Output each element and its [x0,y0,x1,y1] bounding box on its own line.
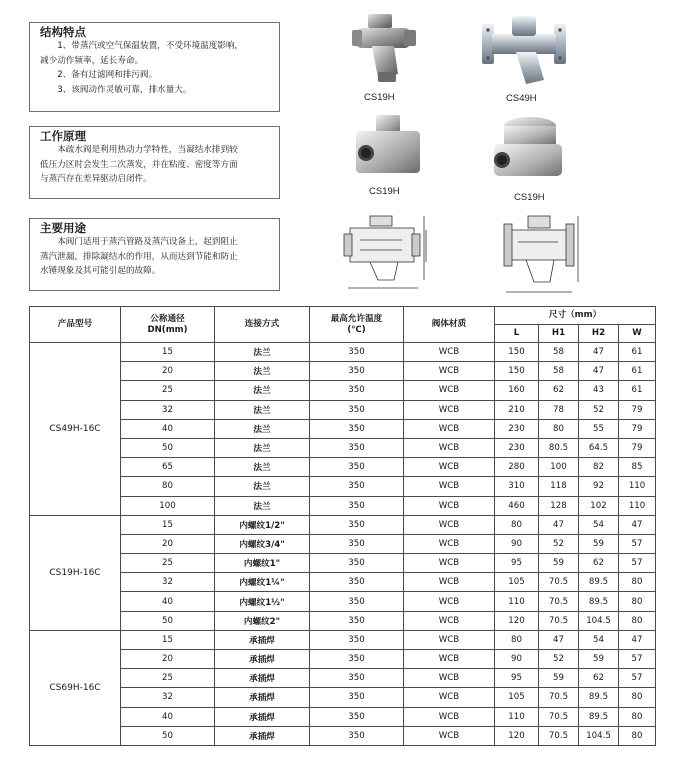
table-row [30,650,656,669]
connection-cell: 法兰 [215,438,310,457]
w-cell: 79 [619,419,656,438]
table-row [30,477,656,496]
table-row [30,438,656,457]
h1-cell: 118 [539,477,579,496]
w-cell: 47 [619,630,656,649]
w-cell: 57 [619,650,656,669]
connection-cell: 内螺纹2" [215,611,310,630]
temp-cell: 350 [310,362,404,381]
temp-cell: 350 [310,458,404,477]
header-max-temp: 最高允许温度 (℃) [310,307,404,343]
h1-cell: 58 [539,343,579,362]
h2-cell: 59 [579,650,619,669]
header-h1: H1 [539,325,579,343]
usage-line: 本阀门适用于蒸汽管路及蒸汽设备上，起到阻止 [40,237,238,247]
connection-cell: 内螺纹1¼" [215,573,310,592]
temp-cell: 350 [310,438,404,457]
h2-cell: 52 [579,400,619,419]
dn-cell: 20 [121,534,215,553]
h1-cell: 80.5 [539,438,579,457]
connection-cell: 法兰 [215,458,310,477]
w-cell: 80 [619,611,656,630]
principle-line: 与蒸汽存在差异驱动启闭件。 [40,174,152,184]
h1-cell: 47 [539,630,579,649]
dn-cell: 50 [121,726,215,745]
w-cell: 79 [619,438,656,457]
cs19h-cross-section-drawing [340,210,430,296]
connection-cell: 承插焊 [215,726,310,745]
h1-cell: 58 [539,362,579,381]
h2-cell: 47 [579,343,619,362]
dn-cell: 40 [121,592,215,611]
usage-box [29,218,280,291]
h2-cell: 55 [579,419,619,438]
l-cell: 105 [495,688,539,707]
features-body [30,39,279,97]
h2-cell: 62 [579,554,619,573]
temp-cell: 350 [310,515,404,534]
dn-cell: 25 [121,554,215,573]
w-cell: 61 [619,381,656,400]
photo-caption: CS19H [369,186,400,197]
temp-cell: 350 [310,343,404,362]
material-cell: WCB [404,554,495,573]
l-cell: 150 [495,343,539,362]
temp-cell: 350 [310,707,404,726]
h2-cell: 59 [579,534,619,553]
temp-cell: 350 [310,726,404,745]
temp-cell: 350 [310,573,404,592]
h1-cell: 78 [539,400,579,419]
threaded-trap-photo [352,113,424,183]
w-cell: 80 [619,573,656,592]
l-cell: 230 [495,419,539,438]
material-cell: WCB [404,688,495,707]
spec-table-body [30,343,656,746]
features-box [29,22,280,112]
w-cell: 85 [619,458,656,477]
usage-line: 水锤现象及其可能引起的故障。 [40,266,161,276]
material-cell: WCB [404,611,495,630]
steam-trap-photo [350,8,420,86]
connection-cell: 法兰 [215,419,310,438]
features-line: 1、带蒸汽或空气保温装置，不受环境温度影响， [40,41,244,51]
dn-cell: 32 [121,688,215,707]
table-row [30,707,656,726]
features-line: 3、该阀动作灵敏可靠，排水量大。 [40,84,192,95]
l-cell: 90 [495,650,539,669]
connection-cell: 承插焊 [215,630,310,649]
table-row [30,381,656,400]
dn-cell: 32 [121,573,215,592]
table-row [30,419,656,438]
h1-cell: 59 [539,669,579,688]
h1-cell: 80 [539,419,579,438]
connection-cell: 承插焊 [215,650,310,669]
temp-cell: 350 [310,669,404,688]
table-row [30,362,656,381]
connection-cell: 法兰 [215,400,310,419]
material-cell: WCB [404,362,495,381]
w-cell: 80 [619,726,656,745]
features-title: 结构特点 [40,25,86,39]
temp-cell: 350 [310,477,404,496]
h2-cell: 104.5 [579,726,619,745]
flanged-trap-photo [478,14,570,88]
dn-cell: 80 [121,477,215,496]
h1-cell: 70.5 [539,726,579,745]
table-row [30,400,656,419]
header-w: W [619,325,656,343]
table-row [30,515,656,534]
w-cell: 110 [619,496,656,515]
material-cell: WCB [404,496,495,515]
h2-cell: 89.5 [579,573,619,592]
h2-cell: 54 [579,515,619,534]
material-cell: WCB [404,669,495,688]
table-row [30,496,656,515]
connection-cell: 内螺纹1/2" [215,515,310,534]
dn-cell: 25 [121,381,215,400]
w-cell: 79 [619,400,656,419]
temp-cell: 350 [310,650,404,669]
dn-cell: 100 [121,496,215,515]
material-cell: WCB [404,515,495,534]
l-cell: 95 [495,554,539,573]
h1-cell: 52 [539,650,579,669]
w-cell: 80 [619,592,656,611]
header-material: 阀体材质 [404,307,495,343]
h1-cell: 62 [539,381,579,400]
w-cell: 80 [619,707,656,726]
l-cell: 105 [495,573,539,592]
connection-cell: 法兰 [215,343,310,362]
l-cell: 95 [495,669,539,688]
principle-body [30,143,279,187]
temp-cell: 350 [310,630,404,649]
table-row [30,726,656,745]
connection-cell: 内螺纹3/4" [215,534,310,553]
material-cell: WCB [404,477,495,496]
principle-line: 本疏水阀是利用热动力学特性，当凝结水排到较 [40,145,238,155]
h1-cell: 47 [539,515,579,534]
w-cell: 57 [619,534,656,553]
w-cell: 80 [619,688,656,707]
temp-cell: 350 [310,419,404,438]
connection-cell: 内螺纹1" [215,554,310,573]
material-cell: WCB [404,343,495,362]
dn-cell: 40 [121,707,215,726]
dn-cell: 15 [121,515,215,534]
l-cell: 80 [495,630,539,649]
l-cell: 110 [495,707,539,726]
material-cell: WCB [404,438,495,457]
principle-title: 工作原理 [40,129,86,143]
dn-cell: 32 [121,400,215,419]
l-cell: 230 [495,438,539,457]
table-row [30,343,656,362]
header-dn: 公称通径 DN(mm) [121,307,215,343]
connection-cell: 法兰 [215,381,310,400]
header-model: 产品型号 [30,307,121,343]
w-cell: 61 [619,362,656,381]
connection-cell: 承插焊 [215,688,310,707]
l-cell: 150 [495,362,539,381]
w-cell: 57 [619,669,656,688]
usage-body [30,235,279,279]
connection-cell: 法兰 [215,362,310,381]
h2-cell: 82 [579,458,619,477]
l-cell: 280 [495,458,539,477]
h1-cell: 70.5 [539,688,579,707]
material-cell: WCB [404,630,495,649]
usage-line: 蒸汽泄漏，排除凝结水的作用，从而达到节能和防止 [40,251,238,262]
material-cell: WCB [404,573,495,592]
l-cell: 160 [495,381,539,400]
l-cell: 460 [495,496,539,515]
capped-trap-photo [486,112,568,186]
h1-cell: 128 [539,496,579,515]
table-row [30,669,656,688]
connection-cell: 法兰 [215,496,310,515]
material-cell: WCB [404,707,495,726]
temp-cell: 350 [310,381,404,400]
h2-cell: 64.5 [579,438,619,457]
h2-cell: 92 [579,477,619,496]
table-row [30,592,656,611]
h2-cell: 47 [579,362,619,381]
dn-cell: 40 [121,419,215,438]
photo-caption: CS49H [506,93,537,104]
l-cell: 80 [495,515,539,534]
h2-cell: 89.5 [579,592,619,611]
features-line: 2、备有过滤网和排污阀。 [40,70,158,80]
w-cell: 57 [619,554,656,573]
h2-cell: 54 [579,630,619,649]
table-row [30,554,656,573]
material-cell: WCB [404,458,495,477]
h1-cell: 52 [539,534,579,553]
h2-cell: 62 [579,669,619,688]
usage-title: 主要用途 [40,221,86,235]
l-cell: 120 [495,726,539,745]
material-cell: WCB [404,400,495,419]
model-cell: CS49H-16C [30,343,121,516]
dn-cell: 20 [121,650,215,669]
connection-cell: 内螺纹1½" [215,592,310,611]
temp-cell: 350 [310,534,404,553]
table-row [30,573,656,592]
temp-cell: 350 [310,611,404,630]
h2-cell: 89.5 [579,707,619,726]
l-cell: 120 [495,611,539,630]
material-cell: WCB [404,381,495,400]
material-cell: WCB [404,650,495,669]
h1-cell: 70.5 [539,573,579,592]
temp-cell: 350 [310,554,404,573]
temp-cell: 350 [310,592,404,611]
connection-cell: 承插焊 [215,707,310,726]
w-cell: 110 [619,477,656,496]
dn-cell: 20 [121,362,215,381]
principle-box [29,126,280,199]
connection-cell: 法兰 [215,477,310,496]
h2-cell: 89.5 [579,688,619,707]
principle-line: 低压力区时会发生二次蒸发，并在粘度、密度等方面 [40,159,238,170]
h2-cell: 102 [579,496,619,515]
photo-caption: CS19H [514,192,545,203]
h1-cell: 59 [539,554,579,573]
temp-cell: 350 [310,400,404,419]
h1-cell: 70.5 [539,592,579,611]
dn-cell: 50 [121,438,215,457]
model-cell: CS19H-16C [30,515,121,630]
h1-cell: 70.5 [539,611,579,630]
h1-cell: 100 [539,458,579,477]
h2-cell: 104.5 [579,611,619,630]
model-cell: CS69H-16C [30,630,121,745]
material-cell: WCB [404,592,495,611]
header-h2: H2 [579,325,619,343]
spec-table [29,306,656,746]
material-cell: WCB [404,419,495,438]
temp-cell: 350 [310,688,404,707]
l-cell: 210 [495,400,539,419]
table-row [30,688,656,707]
header-l: L [495,325,539,343]
l-cell: 310 [495,477,539,496]
header-size: 尺寸（mm） [495,307,656,325]
table-row [30,630,656,649]
table-row [30,458,656,477]
photo-caption: CS19H [364,92,395,103]
l-cell: 90 [495,534,539,553]
w-cell: 61 [619,343,656,362]
features-line: 减少动作频率，延长寿命。 [40,55,144,66]
h2-cell: 43 [579,381,619,400]
h1-cell: 70.5 [539,707,579,726]
dn-cell: 15 [121,343,215,362]
dn-cell: 65 [121,458,215,477]
dn-cell: 25 [121,669,215,688]
cs49h-cross-section-drawing [500,212,582,298]
connection-cell: 承插焊 [215,669,310,688]
table-row [30,611,656,630]
table-row [30,534,656,553]
dn-cell: 15 [121,630,215,649]
material-cell: WCB [404,534,495,553]
l-cell: 110 [495,592,539,611]
w-cell: 47 [619,515,656,534]
header-connection: 连接方式 [215,307,310,343]
dn-cell: 50 [121,611,215,630]
temp-cell: 350 [310,496,404,515]
material-cell: WCB [404,726,495,745]
